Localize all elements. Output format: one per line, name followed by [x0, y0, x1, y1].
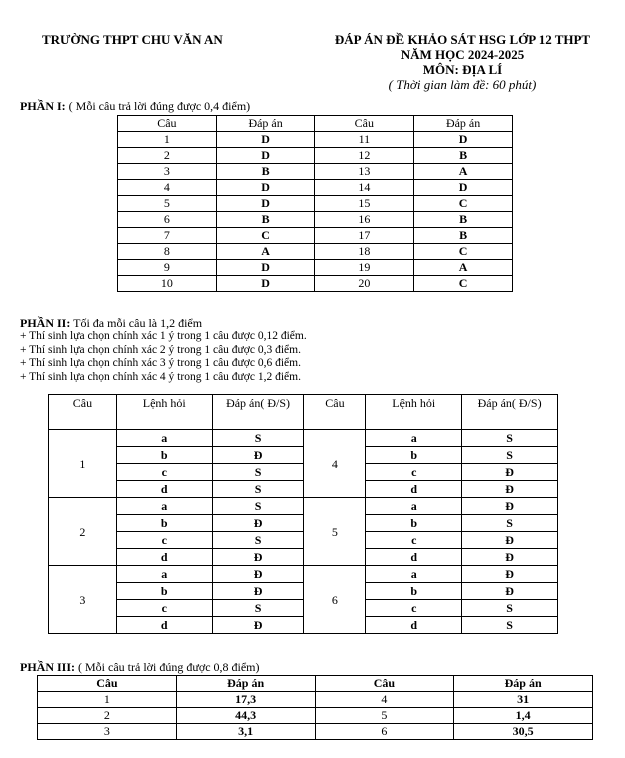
statement-label: a	[366, 566, 462, 583]
statement-label: c	[366, 600, 462, 617]
question-number: 13	[315, 164, 414, 180]
question-number: 6	[118, 212, 217, 228]
scoring-rule: + Thí sinh lựa chọn chính xác 3 ý trong 1 câu được 0,6 điểm.	[20, 357, 301, 369]
question-number: 2	[49, 498, 117, 566]
statement-label: b	[116, 583, 212, 600]
answer-cell: D	[216, 180, 315, 196]
question-number: 12	[315, 148, 414, 164]
answer-cell: Đ	[462, 583, 558, 600]
part2-heading	[20, 316, 202, 331]
answer-cell: S	[212, 532, 304, 549]
part3-heading	[20, 660, 260, 675]
header-cell: Câu	[315, 116, 414, 132]
title-line-3: MÔN: ĐỊA LÍ	[422, 62, 503, 77]
answer-cell: S	[462, 600, 558, 617]
table-row	[49, 600, 558, 617]
answer-cell: S	[462, 430, 558, 447]
statement-label: b	[116, 515, 212, 532]
statement-label: b	[366, 447, 462, 464]
answer-cell: Đ	[462, 566, 558, 583]
statement-label: c	[366, 464, 462, 481]
answer-cell: B	[414, 228, 513, 244]
header-cell: Câu	[38, 676, 177, 692]
table-row	[118, 244, 513, 260]
table-row	[38, 708, 593, 724]
answer-cell: B	[216, 212, 315, 228]
answer-cell: Đ	[462, 532, 558, 549]
answer-cell: Đ	[212, 617, 304, 634]
table-row	[118, 132, 513, 148]
question-number: 19	[315, 260, 414, 276]
part2-scoring-rules	[20, 330, 307, 384]
statement-label: d	[116, 549, 212, 566]
answer-cell: D	[216, 132, 315, 148]
answer-cell: S	[212, 498, 304, 515]
statement-label: a	[366, 498, 462, 515]
answer-cell: B	[216, 164, 315, 180]
answer-cell: D	[216, 276, 315, 292]
header-cell: Lệnh hỏi	[116, 395, 212, 430]
question-number: 9	[118, 260, 217, 276]
answer-cell: S	[212, 430, 304, 447]
question-number: 6	[315, 724, 454, 740]
question-number: 6	[304, 566, 366, 634]
header-cell: Câu	[49, 395, 117, 430]
answer-cell: S	[462, 447, 558, 464]
question-number: 5	[315, 708, 454, 724]
answer-cell: S	[212, 600, 304, 617]
table-row	[49, 583, 558, 600]
answer-cell: C	[414, 244, 513, 260]
answer-cell: B	[414, 148, 513, 164]
title-line-1: ĐÁP ÁN ĐỀ KHẢO SÁT HSG LỚP 12 THPT	[334, 32, 591, 47]
scoring-rule: + Thí sinh lựa chọn chính xác 1 ý trong 1 câu được 0,12 điểm.	[20, 330, 307, 342]
statement-label: d	[366, 617, 462, 634]
table-row	[118, 196, 513, 212]
statement-label: d	[116, 481, 212, 498]
header-cell: Lệnh hỏi	[366, 395, 462, 430]
answer-cell: Đ	[212, 566, 304, 583]
question-number: 10	[118, 276, 217, 292]
header-cell: Đáp án( Đ/S)	[212, 395, 304, 430]
answer-cell: D	[414, 180, 513, 196]
question-number: 1	[38, 692, 177, 708]
answer-cell: A	[414, 164, 513, 180]
answer-cell: Đ	[212, 447, 304, 464]
question-number: 4	[315, 692, 454, 708]
table-row	[49, 481, 558, 498]
answer-cell: D	[216, 260, 315, 276]
statement-label: d	[366, 549, 462, 566]
table-header-row	[118, 116, 513, 132]
statement-label: a	[116, 430, 212, 447]
answer-cell: Đ	[462, 549, 558, 566]
question-number: 2	[38, 708, 177, 724]
answer-cell: 3,1	[176, 724, 315, 740]
answer-cell: D	[216, 148, 315, 164]
header-cell: Câu	[304, 395, 366, 430]
answer-cell: A	[414, 260, 513, 276]
statement-label: d	[116, 617, 212, 634]
answer-cell: Đ	[212, 583, 304, 600]
question-number: 18	[315, 244, 414, 260]
header-cell: Câu	[118, 116, 217, 132]
table-row	[118, 228, 513, 244]
table-row	[49, 515, 558, 532]
table-row	[49, 617, 558, 634]
document-title	[300, 32, 625, 92]
statement-label: c	[116, 464, 212, 481]
question-number: 17	[315, 228, 414, 244]
answer-cell: 44,3	[176, 708, 315, 724]
question-number: 14	[315, 180, 414, 196]
header-cell: Câu	[315, 676, 454, 692]
title-line-4: ( Thời gian làm đề: 60 phút)	[388, 77, 537, 92]
question-number: 1	[49, 430, 117, 498]
part1-answer-table	[117, 115, 513, 292]
answer-cell: C	[414, 276, 513, 292]
part3-note: ( Mỗi câu trả lời đúng được 0,8 điểm)	[75, 660, 260, 674]
part2-note: Tối đa mỗi câu là 1,2 điểm	[70, 316, 203, 330]
answer-cell: B	[414, 212, 513, 228]
statement-label: a	[366, 430, 462, 447]
answer-cell: S	[212, 481, 304, 498]
answer-cell: Đ	[212, 515, 304, 532]
title-line-2: NĂM HỌC 2024-2025	[400, 47, 525, 62]
part1-title: PHẦN I:	[20, 99, 66, 113]
answer-cell: Đ	[212, 549, 304, 566]
table-row	[49, 447, 558, 464]
header-cell: Đáp án	[414, 116, 513, 132]
table-row	[118, 164, 513, 180]
statement-label: a	[116, 566, 212, 583]
part3-answer-table	[37, 675, 593, 740]
answer-cell: 1,4	[454, 708, 593, 724]
statement-label: c	[366, 532, 462, 549]
question-number: 3	[118, 164, 217, 180]
statement-label: a	[116, 498, 212, 515]
answer-cell: 30,5	[454, 724, 593, 740]
answer-cell: D	[216, 196, 315, 212]
part3-title: PHẦN III:	[20, 660, 76, 674]
answer-cell: C	[414, 196, 513, 212]
question-number: 16	[315, 212, 414, 228]
table-row	[49, 549, 558, 566]
table-row	[118, 180, 513, 196]
question-number: 20	[315, 276, 414, 292]
table-row	[49, 566, 558, 583]
table-row	[49, 498, 558, 515]
table-row	[118, 260, 513, 276]
header-cell: Đáp án( Đ/S)	[462, 395, 558, 430]
question-number: 11	[315, 132, 414, 148]
table-row	[118, 276, 513, 292]
table-row	[118, 212, 513, 228]
answer-cell: Đ	[462, 464, 558, 481]
part1-note: ( Mỗi câu trả lời đúng được 0,4 điểm)	[65, 99, 251, 113]
scoring-rule: + Thí sinh lựa chọn chính xác 4 ý trong 1 câu được 1,2 điểm.	[20, 370, 301, 383]
question-number: 4	[304, 430, 366, 498]
question-number: 4	[118, 180, 217, 196]
question-number: 8	[118, 244, 217, 260]
statement-label: b	[116, 447, 212, 464]
statement-label: c	[116, 532, 212, 549]
answer-cell: Đ	[462, 481, 558, 498]
question-number: 1	[118, 132, 217, 148]
question-number: 2	[118, 148, 217, 164]
header-cell: Đáp án	[454, 676, 593, 692]
school-name: TRƯỜNG THPT CHU VĂN AN	[42, 32, 223, 47]
question-number: 7	[118, 228, 217, 244]
statement-label: c	[116, 600, 212, 617]
answer-cell: S	[462, 515, 558, 532]
question-number: 15	[315, 196, 414, 212]
header-cell: Đáp án	[216, 116, 315, 132]
part2-title: PHẦN II:	[20, 316, 71, 330]
table-header-row	[49, 395, 558, 430]
answer-cell: S	[462, 617, 558, 634]
table-row	[49, 430, 558, 447]
answer-cell: 31	[454, 692, 593, 708]
table-header-row	[38, 676, 593, 692]
table-row	[38, 692, 593, 708]
table-row	[49, 532, 558, 549]
statement-label: d	[366, 481, 462, 498]
answer-cell: C	[216, 228, 315, 244]
answer-cell: S	[212, 464, 304, 481]
question-number: 5	[304, 498, 366, 566]
question-number: 3	[49, 566, 117, 634]
table-row	[38, 724, 593, 740]
scoring-rule: + Thí sinh lựa chọn chính xác 2 ý trong 1 câu được 0,3 điểm.	[20, 343, 301, 356]
part1-heading	[20, 99, 250, 114]
header-cell: Đáp án	[176, 676, 315, 692]
table-row	[118, 148, 513, 164]
table-row	[49, 464, 558, 481]
answer-cell: A	[216, 244, 315, 260]
question-number: 3	[38, 724, 177, 740]
statement-label: b	[366, 583, 462, 600]
answer-cell: 17,3	[176, 692, 315, 708]
part2-answer-table	[48, 394, 558, 634]
statement-label: b	[366, 515, 462, 532]
answer-cell: D	[414, 132, 513, 148]
answer-cell: Đ	[462, 498, 558, 515]
question-number: 5	[118, 196, 217, 212]
